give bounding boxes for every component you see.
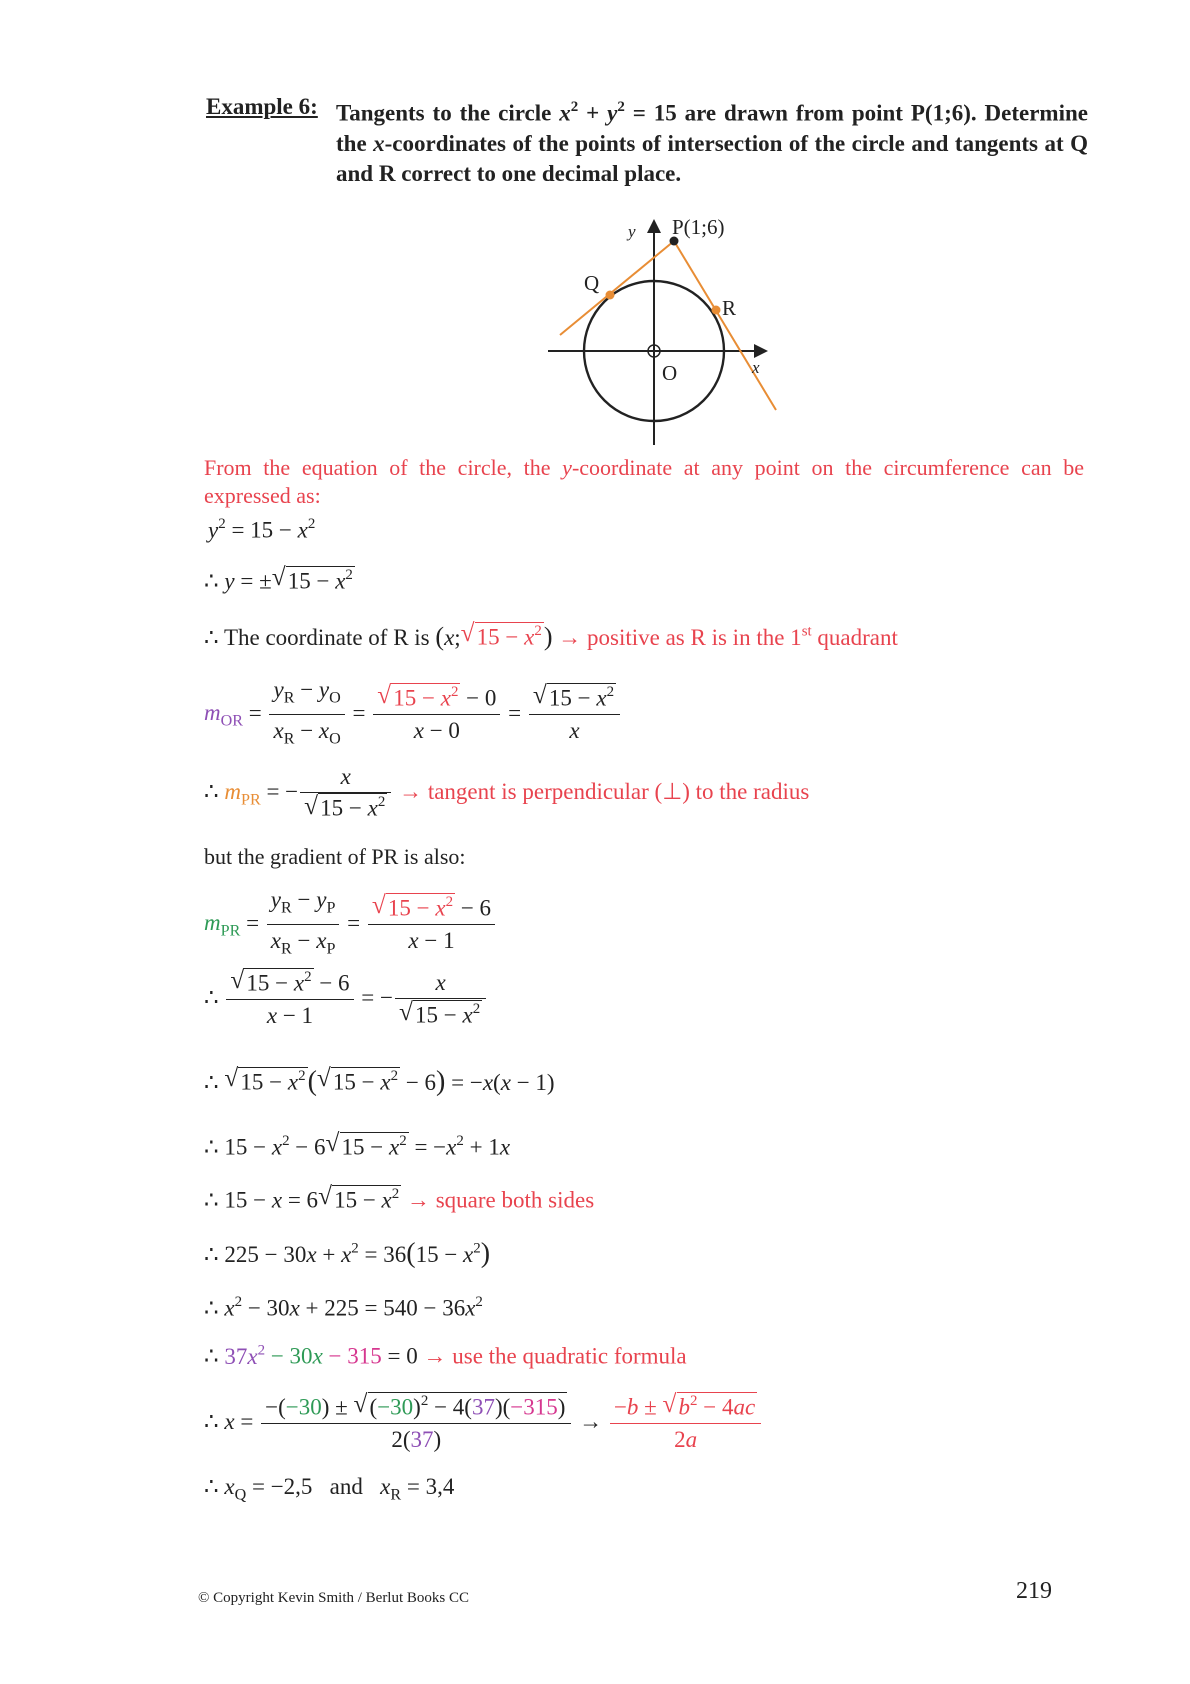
step-squared: ∴ $225 - 30x + x^2 = 36(15 - x^2)$ (204, 1238, 491, 1269)
step-m-or: $m_{OR}$ = $\frac{y_R - y_O}{x_R - x_O}$ = √ $\frac{15 - x^2 - 0}{x - 0}$ = √ $\frac{15 - x^2}{x}$ (204, 675, 622, 755)
perpendicular-note: → tangent is perpendicular (⊥) to the radius (399, 778, 810, 804)
tangent-pr (674, 241, 776, 410)
y-axis-arrow (647, 219, 661, 233)
gradient-also-text: but the gradient of PR is also: (204, 844, 466, 869)
y-axis-label: y (628, 222, 636, 241)
copyright: © Copyright Kevin Smith / Berlut Books CC (198, 1590, 469, 1606)
x-axis-label: x (752, 358, 760, 377)
square-note: → square both sides (406, 1187, 595, 1213)
step-m-pr-also: $m_{PR}$ = $\frac{y_R - y_P}{x_R - x_P}$ = √ $\frac{15 - x^2 - 6}{x - 1}$ (204, 885, 497, 965)
step-m-pr-perpendicular: ∴ $m_{PR}$ = − x √ $15 - x^2$ → tangent is perpendicular (⊥) to the radius (204, 762, 809, 825)
coord-r-note: → positive as R is in the 1st quadrant (558, 623, 898, 650)
step-expand: ∴ $15 - x^2 - 6√$ $15 - x^2 = -x^2 + 1x$ (204, 1132, 510, 1161)
page-number: 219 (1016, 1578, 1052, 1604)
point-q-label: Q (584, 271, 600, 295)
step-equate-gradients: ∴ √ $\frac{15 - x^2 - 6}{x - 1}$ = − x √ $15 - x^2$ (204, 968, 488, 1032)
quadratic-note: → use the quadratic formula (423, 1343, 687, 1369)
step-rearrange: ∴ $x^2 - 30x + 225 = 540 - 36x^2$ (204, 1294, 483, 1321)
point-p-label: P(1;6) (672, 215, 725, 239)
step-quadratic-formula: ∴ x = $\frac{-(-30) \pm √ (-30)^2 - 4(37)(-315)}{2(37)}$ → $\frac{-b \pm √ b^2 - 4ac}{2a}$ (204, 1392, 763, 1456)
x-axis-arrow (754, 344, 768, 358)
coord-r-prefix: ∴ The coordinate of R is (204, 625, 430, 650)
origin-label: O (662, 361, 678, 385)
point-r-label: R (722, 296, 737, 320)
step-isolate: ∴ 15 − x = 6√ $15 - x^2$ → square both sides (204, 1185, 594, 1214)
general-formula: $\frac{-b \pm √ b^2 - 4ac}{2a}$ (610, 1392, 761, 1456)
circle-tangent-diagram (540, 205, 800, 450)
step-y-equals: ∴ y = ±√ $15 - x^2$ (204, 566, 355, 595)
final-answer: ∴ $x_Q = -2,5$ and $x_R = 3,4$ (204, 1474, 455, 1504)
step-quadratic: ∴ $37x^2 - 30x - 315 = 0$ → use the quadratic formula (204, 1342, 687, 1369)
tangent-pq (560, 241, 674, 335)
point-q-marker (606, 291, 615, 300)
step-cross-multiply: ∴ √ $15 - x^2(√$ $15 - x^2 - 6) = -x(x - 1)$ (204, 1066, 555, 1098)
coord-r-value: ( (435, 622, 445, 651)
example-label: Example 6: (206, 94, 318, 119)
step-coordinate-r: ∴ The coordinate of R is (x;√ $15 - x^2$) → positive as R is in the 1st quadrant (204, 622, 898, 652)
intro-paragraph: From the equation of the circle, the y-coordinate at any point on the circumference can be expressed as: (204, 455, 1085, 508)
example-question: Tangents to the circle $x^2 + y^2 = 15$ are drawn from point P(1;6). Determine the x-coordinates of the points of intersection of the circle and tangents at Q and R correct to one decimal place. (336, 99, 1088, 186)
point-r-marker (712, 306, 721, 315)
step-y-squared: $y^2 = 15 - x^2$ (208, 516, 316, 543)
